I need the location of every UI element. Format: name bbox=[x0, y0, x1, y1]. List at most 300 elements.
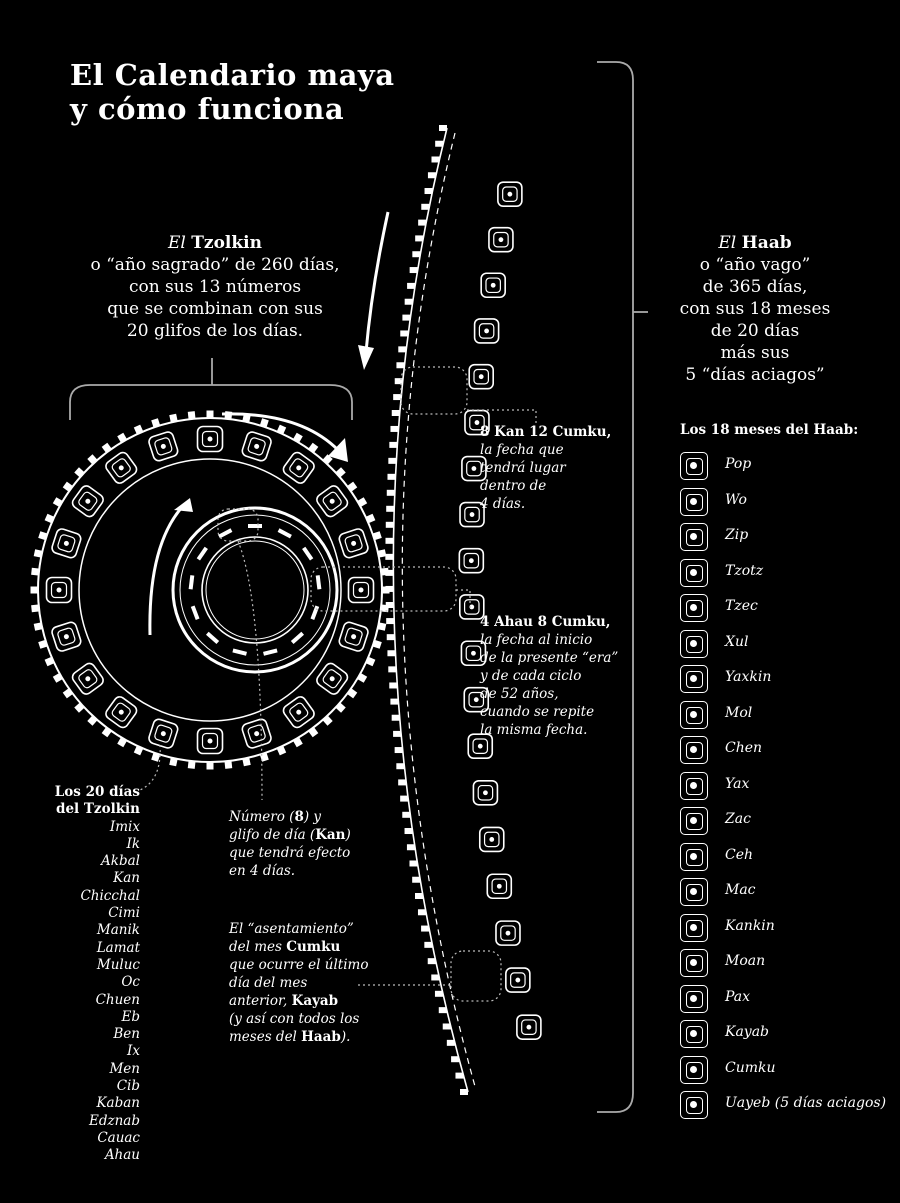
number-bar bbox=[501, 1017, 505, 1037]
glyph-dot bbox=[497, 884, 502, 889]
wheel-tooth bbox=[378, 549, 386, 557]
annotation-kan-head: 8 Kan 12 Cumku, bbox=[480, 424, 612, 440]
arc-tooth bbox=[392, 410, 400, 416]
arc-tooth bbox=[389, 442, 397, 448]
number-bar bbox=[450, 321, 454, 341]
day-name: Edznab bbox=[89, 1112, 140, 1129]
month-glyph-icon bbox=[680, 914, 708, 942]
month-glyph-icon bbox=[680, 1056, 708, 1084]
month-row bbox=[680, 772, 890, 802]
arc-tooth bbox=[400, 796, 408, 802]
number-bar bbox=[471, 923, 475, 943]
number-bar bbox=[444, 597, 448, 617]
glyph-dot bbox=[483, 790, 488, 795]
number-bar bbox=[316, 575, 322, 589]
wheel-tooth bbox=[31, 587, 38, 594]
glyph-dot bbox=[526, 1025, 531, 1030]
ann-num-line: en 4 días. bbox=[229, 863, 296, 879]
wheel-tooth bbox=[31, 605, 39, 613]
day-name: Imix bbox=[109, 818, 140, 835]
month-name: Uayeb (5 días aciagos) bbox=[725, 1095, 887, 1111]
day-name: Eb bbox=[121, 1008, 140, 1025]
arc-tooth bbox=[398, 779, 406, 785]
day-name: Lamat bbox=[96, 939, 140, 956]
number-bar bbox=[455, 829, 459, 849]
wheel-tooth bbox=[34, 622, 42, 630]
day-glyph-icon bbox=[349, 578, 374, 603]
day-name: Ahau bbox=[104, 1147, 140, 1164]
number-bar bbox=[465, 275, 469, 295]
month-row bbox=[680, 559, 890, 589]
annotation-kan-line: 4 días. bbox=[480, 496, 526, 512]
ann-seat-bold: Cumku bbox=[286, 939, 341, 955]
arc-tooth bbox=[415, 893, 423, 899]
number-bar bbox=[439, 783, 443, 803]
number-bar bbox=[446, 459, 450, 479]
wheel-tooth bbox=[188, 411, 196, 419]
arc-tooth bbox=[390, 426, 398, 432]
ann-seat-bold: Kayab bbox=[291, 993, 339, 1009]
haab-name: Haab bbox=[741, 233, 792, 253]
number-bar bbox=[435, 367, 439, 387]
arc-tooth bbox=[393, 731, 401, 737]
arc-tooth bbox=[431, 974, 439, 980]
number-bar bbox=[445, 643, 449, 663]
number-bar bbox=[278, 528, 292, 538]
day-glyph-icon bbox=[475, 319, 499, 343]
glyph-dot bbox=[489, 837, 494, 842]
ann-num-text: ) bbox=[345, 827, 351, 843]
month-row bbox=[680, 1091, 890, 1121]
arc-tooth bbox=[400, 330, 408, 336]
arc-tooth bbox=[439, 1007, 447, 1013]
arc-tooth bbox=[387, 490, 395, 496]
wheel-tooth bbox=[381, 568, 389, 576]
day-glyph-icon bbox=[338, 528, 370, 560]
day-glyph-icon bbox=[148, 718, 180, 750]
number-bar bbox=[447, 275, 451, 295]
wheel-tooth bbox=[242, 758, 250, 766]
arc-tooth bbox=[390, 699, 398, 705]
title-line-2: y cómo funciona bbox=[70, 92, 345, 126]
month-glyph-icon bbox=[680, 452, 708, 480]
number-bar bbox=[441, 321, 445, 341]
month-name: Tzec bbox=[725, 598, 758, 614]
day-glyph-icon bbox=[506, 968, 530, 992]
annotation-month-seating bbox=[229, 920, 368, 1046]
month-name: Ceh bbox=[725, 846, 754, 863]
day-glyph-icon bbox=[459, 549, 483, 573]
month-glyph-icon bbox=[680, 1020, 708, 1048]
glyph-dot bbox=[160, 730, 166, 736]
arc-tooth bbox=[405, 299, 413, 305]
number-bar bbox=[263, 649, 278, 656]
month-row bbox=[680, 949, 890, 979]
number-bar bbox=[448, 690, 452, 710]
arc-tooth bbox=[460, 1089, 468, 1095]
day-glyph-icon bbox=[281, 695, 316, 730]
number-bar bbox=[472, 970, 476, 990]
tzolkin-number-marks bbox=[189, 524, 322, 656]
wheel-tooth bbox=[169, 414, 177, 422]
arc-tooth bbox=[412, 877, 420, 883]
number-bar bbox=[440, 413, 444, 433]
glyph-dot bbox=[499, 237, 504, 242]
day-glyph-icon bbox=[241, 718, 273, 750]
arc-tooth bbox=[421, 204, 429, 210]
day-glyph-icon bbox=[281, 450, 316, 485]
number-bar bbox=[425, 551, 429, 571]
number-bar bbox=[464, 184, 468, 204]
month-row bbox=[680, 701, 890, 731]
month-row bbox=[680, 452, 890, 482]
day-glyph-icon bbox=[315, 484, 350, 519]
arc-tooth bbox=[424, 942, 432, 948]
number-bar bbox=[426, 597, 430, 617]
annotation-ahau-line: la fecha al inicio bbox=[480, 632, 593, 648]
number-bar bbox=[482, 184, 486, 204]
glyph-dot bbox=[359, 588, 364, 593]
ann-seat-line: (y así con todos los bbox=[229, 1011, 360, 1027]
glyph-dot bbox=[118, 709, 125, 716]
day-name: Manik bbox=[96, 922, 140, 939]
day-name: Cib bbox=[116, 1078, 140, 1095]
arc-tooth bbox=[407, 844, 415, 850]
number-bar bbox=[483, 1017, 487, 1037]
day-name: Cauac bbox=[97, 1129, 140, 1146]
arc-tooth bbox=[412, 251, 420, 257]
haab-wheel-arc bbox=[393, 128, 476, 1092]
month-name: Mac bbox=[725, 882, 756, 898]
arc-tooth bbox=[418, 909, 426, 915]
wheel-tooth bbox=[31, 568, 39, 576]
number-bar bbox=[435, 505, 439, 525]
day-glyph-icon bbox=[480, 827, 504, 851]
glyph-dot bbox=[484, 329, 489, 334]
month-glyph-icon bbox=[680, 488, 708, 516]
glyph-dot bbox=[469, 558, 474, 563]
month-glyph-icon bbox=[680, 878, 708, 906]
haab-line-6: más sus bbox=[720, 343, 790, 363]
annotation-number-glyph bbox=[229, 808, 351, 880]
ann-num-text: Número ( bbox=[229, 809, 295, 825]
months-header: Los 18 meses del Haab: bbox=[680, 422, 859, 438]
glyph-dot bbox=[350, 634, 356, 640]
month-row bbox=[680, 1020, 890, 1050]
day-name: Ben bbox=[113, 1026, 140, 1043]
ann-num-line: que tendrá efecto bbox=[229, 845, 351, 861]
month-glyph-icon bbox=[680, 985, 708, 1013]
number-bar bbox=[435, 597, 439, 617]
arc-tooth bbox=[435, 991, 443, 997]
month-glyph-icon bbox=[680, 630, 708, 658]
arc-tooth bbox=[407, 283, 415, 289]
arc-tooth bbox=[387, 634, 395, 640]
tzolkin-el: El bbox=[168, 233, 186, 253]
month-glyph-icon bbox=[680, 523, 708, 551]
day-name: Ik bbox=[126, 835, 140, 852]
arc-tooth bbox=[421, 926, 429, 932]
annotation-kan-line: la fecha que bbox=[480, 442, 564, 458]
arc-tooth bbox=[435, 141, 443, 147]
month-name: Kayab bbox=[725, 1024, 770, 1040]
number-bar bbox=[490, 970, 494, 990]
annotation-ahau-line: y de cada ciclo bbox=[480, 668, 582, 684]
arc-tooth bbox=[415, 235, 423, 241]
tzolkin-name: Tzolkin bbox=[191, 233, 262, 253]
day-glyph-icon bbox=[496, 921, 520, 945]
number-bar bbox=[191, 605, 200, 620]
glyph-dot bbox=[295, 464, 302, 471]
arc-tooth bbox=[385, 538, 393, 544]
number-bar bbox=[448, 783, 452, 803]
tzolkin-line-5: 20 glifos de los días. bbox=[126, 321, 304, 341]
glyph-dot bbox=[160, 443, 166, 449]
ann-num-bold: 8 bbox=[294, 809, 304, 825]
day-name: Ix bbox=[127, 1043, 140, 1060]
tzolkin-line-2: o “año sagrado” de 260 días, bbox=[90, 255, 340, 275]
glyph-dot bbox=[350, 540, 356, 546]
day-name: Kan bbox=[113, 870, 140, 887]
haab-el: El bbox=[718, 233, 737, 253]
month-row bbox=[680, 488, 890, 518]
month-glyph-icon bbox=[680, 807, 708, 835]
ann-seat-text: anterior, bbox=[229, 993, 292, 1009]
arc-tooth bbox=[385, 554, 393, 560]
annotation-ahau-line: de 52 años, bbox=[480, 686, 559, 702]
number-bar bbox=[473, 184, 477, 204]
haab-line-3: de 365 días, bbox=[702, 277, 808, 297]
wheel-tooth bbox=[207, 411, 214, 418]
number-bar bbox=[464, 829, 468, 849]
number-bar bbox=[428, 459, 432, 479]
number-bar bbox=[464, 230, 468, 250]
month-glyph-icon bbox=[680, 1091, 708, 1119]
annotation-ahau-head: 4 Ahau 8 Cumku, bbox=[480, 614, 611, 630]
arc-tooth bbox=[418, 220, 426, 226]
arc-tooth bbox=[443, 1023, 451, 1029]
number-bar bbox=[481, 970, 485, 990]
month-name: Zip bbox=[725, 527, 749, 543]
number-bar bbox=[443, 551, 447, 571]
month-row bbox=[680, 736, 890, 766]
arc-tooth bbox=[428, 958, 436, 964]
day-name: Akbal bbox=[101, 853, 140, 870]
month-glyph-icon bbox=[680, 594, 708, 622]
glyph-dot bbox=[63, 634, 69, 640]
annotation-8-kan bbox=[480, 423, 611, 513]
days-header-line-1: Los 20 días bbox=[54, 784, 140, 800]
arc-tooth bbox=[455, 1073, 463, 1079]
day-glyph-icon bbox=[148, 431, 180, 463]
glyph-dot bbox=[84, 675, 91, 682]
day-name: Chuen bbox=[95, 991, 140, 1008]
days-header-line-2: del Tzolkin bbox=[56, 801, 140, 818]
haab-line-4: con sus 18 meses bbox=[679, 299, 831, 319]
glyph-dot bbox=[470, 512, 475, 517]
month-row bbox=[680, 523, 890, 553]
arc-tooth bbox=[410, 267, 418, 273]
tzolkin-inner-wheel bbox=[173, 508, 337, 672]
day-glyph-icon bbox=[498, 182, 522, 206]
arc-tooth bbox=[425, 188, 433, 194]
month-glyph-icon bbox=[680, 665, 708, 693]
ann-seat-bold: Haab bbox=[301, 1029, 341, 1045]
month-name: Kankin bbox=[725, 917, 775, 934]
glyph-dot bbox=[475, 420, 480, 425]
day-glyph-icon bbox=[51, 528, 83, 560]
month-name: Moan bbox=[725, 953, 766, 969]
day-name: Muluc bbox=[96, 956, 140, 973]
number-bar bbox=[206, 632, 219, 644]
month-row bbox=[680, 843, 890, 873]
number-bar bbox=[480, 923, 484, 943]
arc-tooth bbox=[439, 125, 447, 131]
month-name: Tzotz bbox=[725, 562, 764, 579]
annotation-ahau-line: de la presente “era” bbox=[480, 650, 619, 666]
arc-tooth bbox=[396, 763, 404, 769]
day-glyph-icon bbox=[47, 578, 72, 603]
day-glyph-icon bbox=[315, 661, 350, 696]
number-bar bbox=[427, 643, 431, 663]
month-row bbox=[680, 807, 890, 837]
month-row bbox=[680, 594, 890, 624]
month-glyph-icon bbox=[680, 843, 708, 871]
day-name: Men bbox=[109, 1060, 140, 1077]
wheel-tooth bbox=[169, 758, 177, 766]
arc-tooth bbox=[405, 828, 413, 834]
day-name: Oc bbox=[121, 974, 140, 991]
month-name: Chen bbox=[725, 740, 763, 756]
glyph-dot bbox=[478, 744, 483, 749]
month-row bbox=[680, 878, 890, 908]
month-name: Yaxkin bbox=[725, 669, 772, 685]
ann-num-bold: Kan bbox=[315, 827, 346, 843]
number-bar bbox=[462, 923, 466, 943]
month-row bbox=[680, 665, 890, 695]
wheel-tooth bbox=[225, 761, 233, 769]
arc-tooth bbox=[389, 682, 397, 688]
ann-seat-text: meses del bbox=[229, 1029, 302, 1045]
day-name: Cimi bbox=[108, 905, 140, 922]
number-bar bbox=[456, 275, 460, 295]
ann-num-text: glifo de día ( bbox=[229, 827, 316, 843]
ann-num-text: ) y bbox=[303, 809, 322, 825]
number-bar bbox=[437, 459, 441, 479]
month-glyph-icon bbox=[680, 559, 708, 587]
number-bar bbox=[426, 505, 430, 525]
annotation-kan-line: dentro de bbox=[480, 478, 547, 494]
glyph-dot bbox=[63, 540, 69, 546]
number-bar bbox=[492, 1017, 496, 1037]
glyph-dot bbox=[254, 443, 260, 449]
glyph-dot bbox=[472, 466, 477, 471]
number-bar bbox=[218, 528, 232, 538]
tzolkin-day-glyphs bbox=[47, 427, 374, 754]
glyph-dot bbox=[507, 192, 512, 197]
number-bar bbox=[439, 690, 443, 710]
number-bar bbox=[291, 632, 304, 644]
month-name: Yax bbox=[725, 775, 750, 792]
day-glyph-icon bbox=[473, 781, 497, 805]
glyph-dot bbox=[506, 931, 511, 936]
arc-tooth bbox=[388, 458, 396, 464]
glyph-dot bbox=[329, 675, 336, 682]
arc-tooth bbox=[387, 650, 395, 656]
day-glyph-icon bbox=[198, 729, 223, 754]
tzolkin-line-3: con sus 13 números bbox=[128, 277, 302, 297]
annotation-ahau-line: cuando se repite bbox=[480, 704, 595, 720]
arc-tooth bbox=[386, 506, 394, 512]
month-row bbox=[680, 1056, 890, 1086]
month-row bbox=[680, 985, 890, 1015]
arc-tooth bbox=[447, 1040, 455, 1046]
number-bar bbox=[434, 736, 438, 756]
page-title bbox=[70, 58, 395, 126]
glyph-dot bbox=[208, 437, 213, 442]
arc-tooth bbox=[451, 1056, 459, 1062]
wheel-tooth bbox=[188, 761, 196, 769]
day-glyph-icon bbox=[487, 874, 511, 898]
arrow-heads bbox=[174, 345, 374, 512]
number-bar bbox=[248, 524, 262, 528]
annotation-ahau-line: la misma fecha. bbox=[480, 722, 588, 738]
number-bar bbox=[446, 829, 450, 849]
day-glyph-icon bbox=[104, 695, 139, 730]
number-bar bbox=[232, 649, 247, 656]
number-bar bbox=[302, 547, 313, 561]
annotation-kan-line: tendrá lugar bbox=[480, 460, 566, 476]
ann-seat-text: del mes bbox=[229, 939, 287, 955]
ann-seat-line: que ocurre el último bbox=[229, 957, 369, 973]
arc-tooth bbox=[398, 346, 406, 352]
wheel-tooth bbox=[34, 549, 42, 557]
glyph-dot bbox=[491, 283, 496, 288]
month-name: Mol bbox=[725, 704, 753, 721]
glyph-dot bbox=[118, 464, 125, 471]
glyph-dot bbox=[329, 498, 336, 505]
month-name: Zac bbox=[725, 811, 751, 827]
glyph-dot bbox=[208, 739, 213, 744]
number-bar bbox=[455, 230, 459, 250]
month-glyph-icon bbox=[680, 949, 708, 977]
number-bar bbox=[197, 547, 208, 561]
arc-tooth bbox=[431, 156, 439, 162]
haab-line-5: de 20 días bbox=[710, 321, 800, 341]
tzolkin-line-4: que se combinan con sus bbox=[107, 299, 323, 319]
tzolkin-days-list bbox=[55, 784, 140, 1165]
arc-tooth bbox=[402, 315, 410, 321]
month-name: Pop bbox=[725, 456, 752, 472]
number-bar bbox=[431, 413, 435, 433]
day-glyph-icon bbox=[104, 450, 139, 485]
glyph-dot bbox=[295, 709, 302, 716]
annotation-4-ahau bbox=[480, 613, 618, 739]
day-glyph-icon bbox=[198, 427, 223, 452]
number-bar bbox=[471, 876, 475, 896]
number-bar bbox=[449, 413, 453, 433]
number-bar bbox=[453, 876, 457, 896]
month-glyph-icon bbox=[680, 736, 708, 764]
day-name: Kaban bbox=[96, 1095, 140, 1112]
month-row bbox=[680, 914, 890, 944]
number-bar bbox=[462, 876, 466, 896]
glyph-dot bbox=[57, 588, 62, 593]
glyph-dot bbox=[84, 498, 91, 505]
haab-wheel-glyphs bbox=[425, 182, 541, 1039]
arc-tooth bbox=[387, 474, 395, 480]
arc-tooth bbox=[396, 362, 404, 368]
